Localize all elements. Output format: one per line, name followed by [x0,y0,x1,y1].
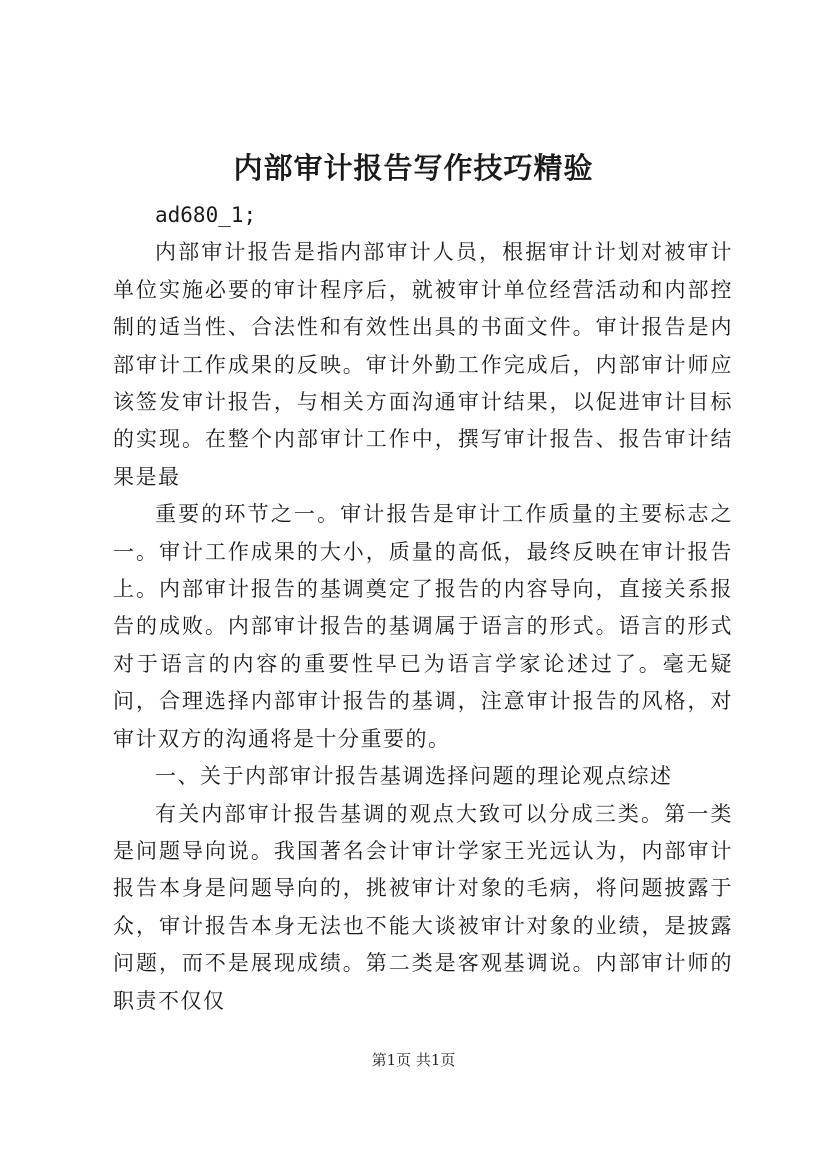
document-code: ad680_1; [155,203,257,227]
paragraph-importance: 重要的环节之一。审计报告是审计工作质量的主要标志之一。审计工作成果的大小，质量的高低，最终反映在审计报告上。内部审计报告的基调奠定了报告的内容导向，直接关系报告的成败。内部审计报告的基调属于语言的形式。语言的形式对于语言的内容的重要性早已为语言学家论述过了。毫无疑问，合理选择内部审计报告的基调，注意审计报告的风格，对审计双方的沟通将是十分重要的。 [113,502,733,751]
page-footer: 第1页 共1页 [371,1051,456,1069]
paragraph-intro: 内部审计报告是指内部审计人员，根据审计计划对被审计单位实施必要的审计程序后，就被审计单位经营活动和内部控制的适当性、合法性和有效性出具的书面文件。审计报告是内部审计工作成果的反映。审计外勤工作完成后，内部审计师应该签发审计报告，与相关方面沟通审计结果，以促进审计目标的实现。在整个内部审计工作中，撰写审计报告、报告审计结果是最 [113,240,733,489]
section-heading: 一、关于内部审计报告基调选择问题的理论观点综述 [155,764,673,789]
paragraph-viewpoints: 有关内部审计报告基调的观点大致可以分成三类。第一类是问题导向说。我国著名会计审计学家王光远认为，内部审计报告本身是问题导向的，挑被审计对象的毛病，将问题披露于众，审计报告本身无法也不能大谈被审计对象的业绩，是披露问题，而不是展现成绩。第二类是客观基调说。内部审计师的职责不仅仅 [113,801,733,1013]
document-title: 内部审计报告写作技巧精验 [233,151,594,185]
document-body [113,197,733,1020]
